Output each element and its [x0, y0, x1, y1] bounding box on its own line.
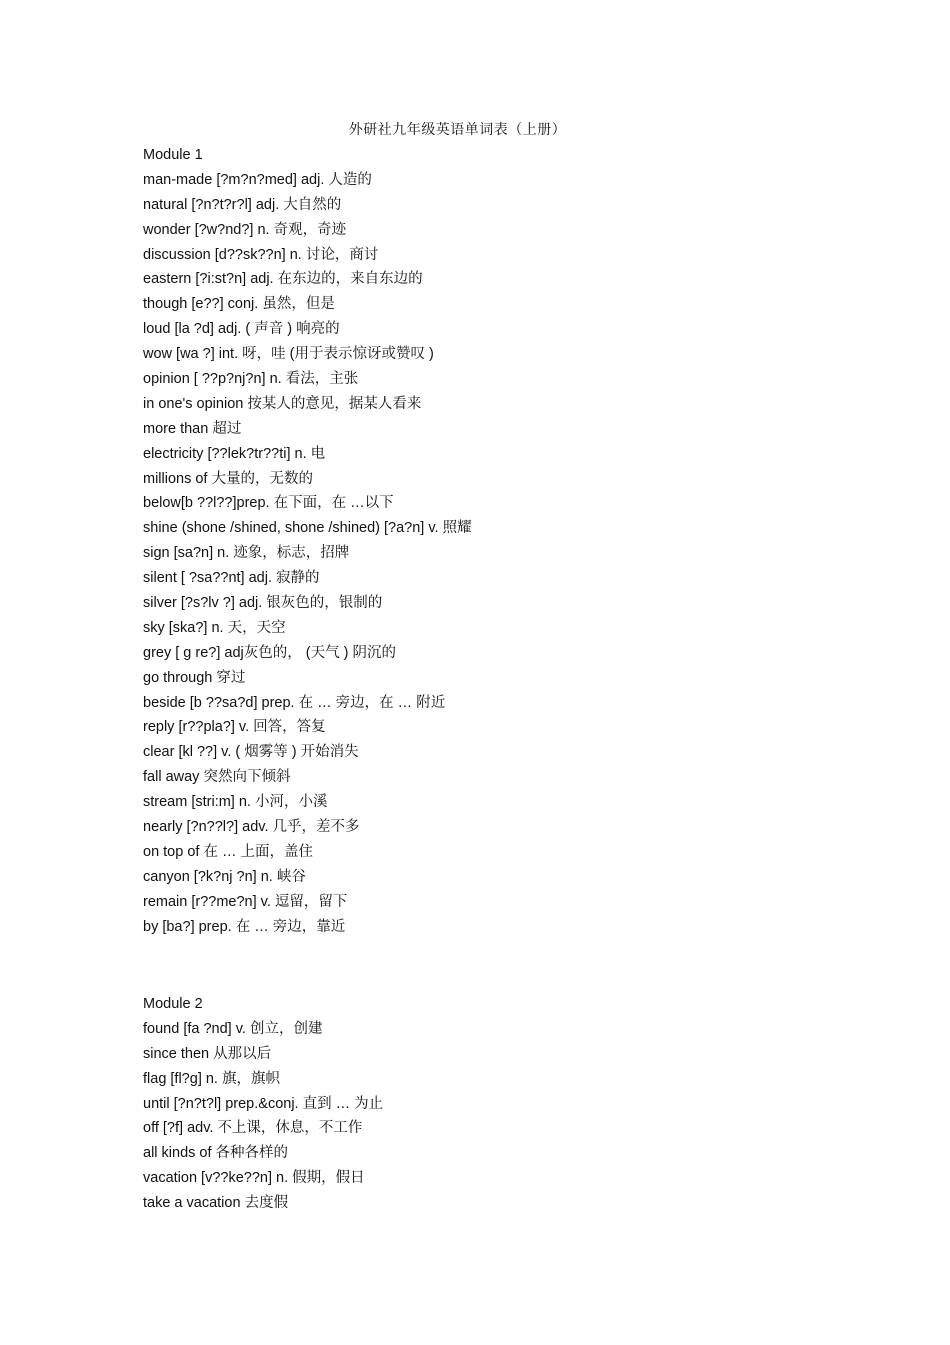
- word-entry: grey [ g re?] adj灰色的， (天气 ) 阴沉的: [143, 644, 396, 661]
- word-entry: below[b ??l??]prep. 在下面，在 …以下: [143, 495, 394, 512]
- word-entry: beside [b ??sa?d] prep. 在 … 旁边，在 … 附近: [143, 694, 446, 711]
- word-entry: reply [r??pla?] v. 回答，答复: [143, 719, 326, 736]
- word-entry: sky [ska?] n. 天，天空: [143, 619, 286, 636]
- word-entry: on top of 在 … 上面，盖住: [143, 843, 314, 860]
- word-entry: found [fa ?nd] v. 创立，创建: [143, 1020, 323, 1037]
- word-entry: loud [la ?d] adj. ( 声音 ) 响亮的: [143, 321, 340, 338]
- word-entry: clear [kl ??] v. ( 烟雾等 ) 开始消失: [143, 744, 359, 761]
- word-entry: silent [ ?sa??nt] adj. 寂静的: [143, 570, 320, 587]
- word-entry: natural [?n?t?r?l] adj. 大自然的: [143, 196, 342, 213]
- word-entry: opinion [ ??p?nj?n] n. 看法，主张: [143, 371, 359, 388]
- word-entry: fall away 突然向下倾斜: [143, 769, 291, 786]
- word-entry: shine (shone /shined, shone /shined) [?a?n] v. 照耀: [143, 520, 472, 537]
- module-1-section: [143, 146, 903, 943]
- word-entry: sign [sa?n] n. 迹象，标志，招牌: [143, 545, 350, 562]
- word-entry: electricity [??lek?tr??ti] n. 电: [143, 445, 326, 462]
- word-entry: eastern [?i:st?n] adj. 在东边的，来自东边的: [143, 271, 423, 288]
- module-heading: Module 2: [143, 996, 203, 1012]
- word-entry: man-made [?m?n?med] adj. 人造的: [143, 171, 372, 188]
- word-entry: wow [wa ?] int. 呀，哇 (用于表示惊讶或赞叹 ): [143, 346, 434, 363]
- word-entry: millions of 大量的，无数的: [143, 470, 313, 487]
- word-entry: take a vacation 去度假: [143, 1195, 289, 1212]
- word-entry: until [?n?t?l] prep.&conj. 直到 … 为止: [143, 1095, 384, 1112]
- word-entry: all kinds of 各种各样的: [143, 1145, 289, 1162]
- word-entry: vacation [v??ke??n] n. 假期，假日: [143, 1170, 365, 1187]
- word-entry: off [?f] adv. 不上课，休息，不工作: [143, 1120, 363, 1137]
- word-entry: by [ba?] prep. 在 … 旁边，靠近: [143, 918, 346, 935]
- word-entry: wonder [?w?nd?] n. 奇观，奇迹: [143, 221, 347, 238]
- word-entry: go through 穿过: [143, 669, 246, 686]
- word-entry: discussion [d??sk??n] n. 讨论，商讨: [143, 246, 379, 263]
- word-entry: nearly [?n??l?] adv. 几乎，差不多: [143, 819, 360, 836]
- word-entry: since then 从那以后: [143, 1045, 272, 1062]
- word-entry: silver [?s?lv ?] adj. 银灰色的，银制的: [143, 595, 383, 612]
- word-entry: canyon [?k?nj ?n] n. 峡谷: [143, 868, 306, 885]
- word-entry: remain [r??me?n] v. 逗留，留下: [143, 893, 348, 910]
- word-entry: flag [fl?g] n. 旗，旗帜: [143, 1070, 280, 1087]
- word-entry: stream [stri:m] n. 小河，小溪: [143, 794, 328, 811]
- word-entry: though [e??] conj. 虽然，但是: [143, 296, 335, 313]
- module-2-section: [143, 995, 903, 1219]
- word-entry: in one's opinion 按某人的意见，据某人看来: [143, 395, 422, 412]
- module-heading: Module 1: [143, 147, 203, 163]
- word-entry: more than 超过: [143, 420, 242, 437]
- document-title: 外研社九年级英语单词表（上册）: [348, 121, 567, 137]
